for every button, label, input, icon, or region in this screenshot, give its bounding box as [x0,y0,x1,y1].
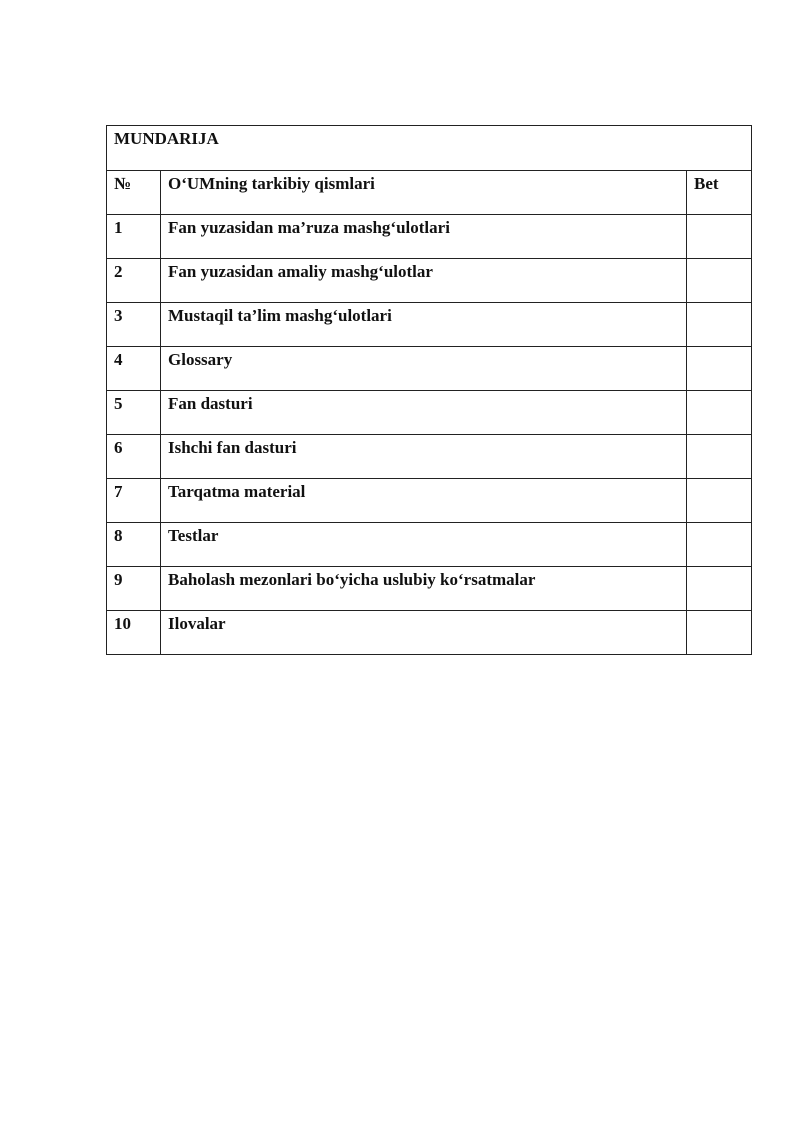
row-page [687,435,752,479]
row-page [687,391,752,435]
table-row [107,259,752,303]
row-number: 6 [107,435,161,479]
row-name: Tarqatma material [161,479,687,523]
row-number: 10 [107,611,161,655]
row-number: 3 [107,303,161,347]
row-number: 7 [107,479,161,523]
row-name: Ilovalar [161,611,687,655]
row-page [687,523,752,567]
column-header-page: Bet [687,171,752,215]
row-number: 4 [107,347,161,391]
row-name: Fan yuzasidan ma’ruza mashg‘ulotlari [161,215,687,259]
row-name: Glossary [161,347,687,391]
row-name: Mustaqil ta’lim mashg‘ulotlari [161,303,687,347]
row-page [687,303,752,347]
table-row [107,479,752,523]
row-name: Baholash mezonlari bo‘yicha uslubiy ko‘rsatmalar [161,567,687,611]
toc-header-row [107,171,752,215]
row-name: Ishchi fan dasturi [161,435,687,479]
row-name: Fan yuzasidan amaliy mashg‘ulotlar [161,259,687,303]
row-number: 2 [107,259,161,303]
row-page [687,567,752,611]
toc-title-row [107,126,752,171]
row-page [687,347,752,391]
row-page [687,215,752,259]
row-page [687,611,752,655]
table-of-contents [106,125,752,655]
table-row [107,611,752,655]
row-number: 9 [107,567,161,611]
row-number: 8 [107,523,161,567]
column-header-number: № [107,171,161,215]
table-row [107,347,752,391]
table-row [107,567,752,611]
table-row [107,391,752,435]
row-name: Fan dasturi [161,391,687,435]
row-name: Testlar [161,523,687,567]
table-row [107,523,752,567]
row-number: 1 [107,215,161,259]
toc-title: MUNDARIJA [107,126,752,171]
row-page [687,479,752,523]
table-row [107,303,752,347]
row-page [687,259,752,303]
column-header-name: O‘UMning tarkibiy qismlari [161,171,687,215]
row-number: 5 [107,391,161,435]
table-row [107,215,752,259]
table-row [107,435,752,479]
